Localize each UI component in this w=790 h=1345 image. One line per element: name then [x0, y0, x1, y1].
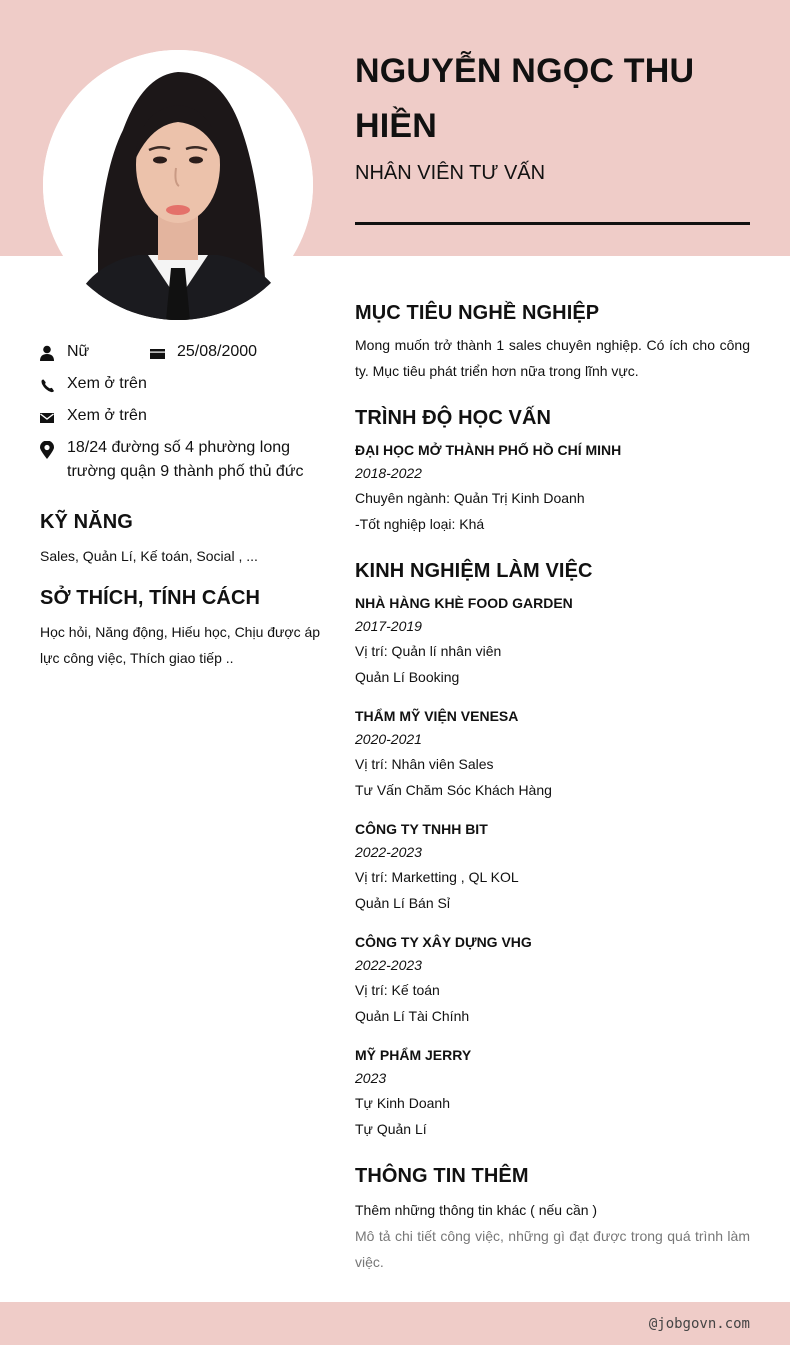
job-detail: Quản Lí Bán Sỉ: [355, 895, 450, 911]
job-detail: Quản Lí Booking: [355, 669, 460, 685]
address-value: 18/24 đường số 4 phường long trường quận 9 thành phố thủ đức: [67, 439, 304, 480]
birthday-value: 25/08/2000: [177, 343, 258, 360]
job-role: Vị trí: Kế toán: [355, 982, 440, 998]
calendar-icon: [150, 345, 165, 361]
candidate-name: NGUYỄN NGỌC THU HIỀN: [355, 52, 695, 145]
job-company: NHÀ HÀNG KHÈ FOOD GARDEN: [355, 595, 573, 611]
extra-line: Thêm những thông tin khác ( nếu cần ): [355, 1202, 598, 1218]
school-name: ĐẠI HỌC MỞ THÀNH PHỐ HỒ CHÍ MINH: [355, 442, 622, 458]
extra-heading: THÔNG TIN THÊM: [355, 1165, 529, 1187]
job-detail: Tự Quản Lí: [355, 1121, 427, 1137]
skills-heading: KỸ NĂNG: [40, 511, 133, 533]
phone-value: Xem ở trên: [67, 375, 147, 392]
skills-text: Sales, Quản Lí, Kế toán, Social , ...: [40, 548, 258, 564]
objective-text: Mong muốn trở thành 1 sales chuyên nghiệp. Có ích cho công ty. Mục tiêu phát triển hơn nữa trong lĩnh vực.: [355, 337, 750, 379]
header-divider: [355, 222, 750, 225]
education-grade: -Tốt nghiệp loại: Khá: [355, 516, 485, 532]
job-role: Tự Kinh Doanh: [355, 1095, 450, 1111]
job-title: NHÂN VIÊN TƯ VẤN: [355, 162, 546, 184]
portrait-image: [43, 50, 313, 320]
job-period: 2022-2023: [355, 957, 422, 973]
education-period: 2018-2022: [355, 465, 422, 481]
objective-heading: MỤC TIÊU NGHỀ NGHIỆP: [355, 302, 600, 324]
job-period: 2017-2019: [355, 618, 422, 634]
job-company: CÔNG TY TNHH BIT: [355, 821, 488, 837]
job-period: 2022-2023: [355, 844, 422, 860]
phone-icon: [40, 377, 54, 393]
profile-photo: [43, 50, 313, 320]
gender-value: Nữ: [67, 343, 90, 360]
extra-description: Mô tả chi tiết công việc, những gì đạt được trong quá trình làm việc.: [355, 1228, 750, 1270]
job-period: 2023: [355, 1070, 387, 1086]
hobbies-heading: SỞ THÍCH, TÍNH CÁCH: [40, 587, 261, 609]
job-company: MỸ PHẨM JERRY: [355, 1047, 472, 1063]
job-company: CÔNG TY XÂY DỰNG VHG: [355, 934, 532, 950]
hobbies-text: Học hỏi, Năng động, Hiếu học, Chịu được áp lực công việc, Thích giao tiếp ..: [40, 624, 321, 666]
job-company: THẨM MỸ VIỆN VENESA: [355, 708, 519, 724]
mail-icon: [40, 409, 54, 425]
job-detail: Tư Vấn Chăm Sóc Khách Hàng: [355, 782, 552, 798]
job-role: Vị trí: Quản lí nhân viên: [355, 643, 502, 659]
education-heading: TRÌNH ĐỘ HỌC VẤN: [355, 407, 552, 429]
job-role: Vị trí: Marketting , QL KOL: [355, 869, 519, 885]
job-period: 2020-2021: [355, 731, 422, 747]
email-value: Xem ở trên: [67, 407, 147, 424]
job-role: Vị trí: Nhân viên Sales: [355, 756, 494, 772]
experience-heading: KINH NGHIỆM LÀM VIỆC: [355, 560, 593, 582]
location-pin-icon: [40, 441, 54, 459]
footer-brand: @jobgovn.com: [648, 1316, 750, 1332]
person-icon: [40, 345, 54, 361]
education-major: Chuyên ngành: Quản Trị Kinh Doanh: [355, 490, 585, 506]
job-detail: Quản Lí Tài Chính: [355, 1008, 470, 1024]
